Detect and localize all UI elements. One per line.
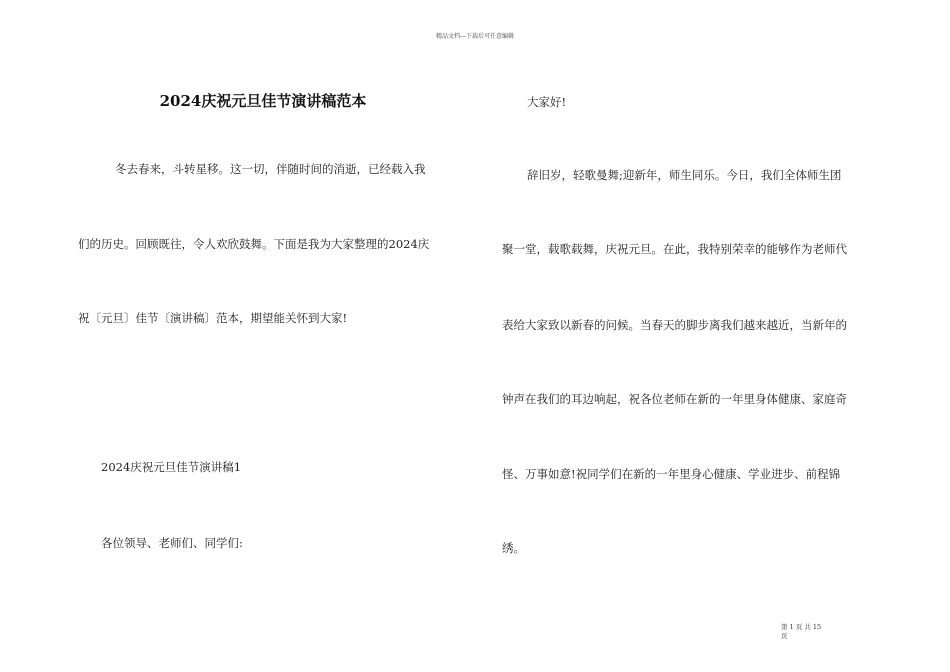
document-title: 2024庆祝元旦佳节演讲稿范本	[159, 92, 367, 110]
salutation: 各位领导、老师们、同学们:	[101, 536, 243, 550]
intro-line-3: 祝〔元旦〕佳节〔演讲稿〕范本，期望能关怀到大家!	[78, 311, 348, 325]
body-line-4: 钟声在我们的耳边响起，祝各位老师在新的一年里身体健康、家庭奇	[502, 392, 847, 406]
body-line-2: 聚一堂，载歌载舞，庆祝元旦。在此，我特别荣幸的能够作为老师代	[502, 242, 847, 256]
body-line-5: 怪、万事如意!祝同学们在新的一年里身心健康、学业进步、前程锦	[502, 467, 841, 481]
body-line-6: 绣。	[502, 541, 525, 555]
intro-line-2: 们的历史。回顾既往，令人欢欣鼓舞。下面是我为大家整理的2024庆	[78, 237, 430, 251]
page-number-line-1: 第 1 页 共 15	[781, 623, 822, 631]
body-line-1: 辞旧岁，轻歌曼舞;迎新年，师生同乐。今日，我们全体师生团	[527, 168, 842, 182]
body-line-3: 表给大家致以新春的问候。当春天的脚步离我们越来越近，当新年的	[502, 318, 847, 332]
section-heading: 2024庆祝元旦佳节演讲稿1	[101, 460, 242, 474]
intro-line-1: 冬去春来，斗转星移。这一切，伴随时间的消逝，已经载入我	[115, 162, 426, 176]
page-number-line-2: 页	[781, 632, 788, 640]
header-note: 精品文档---下载后可任意编辑	[435, 33, 515, 40]
greeting: 大家好!	[527, 95, 567, 109]
page-number	[781, 623, 841, 641]
